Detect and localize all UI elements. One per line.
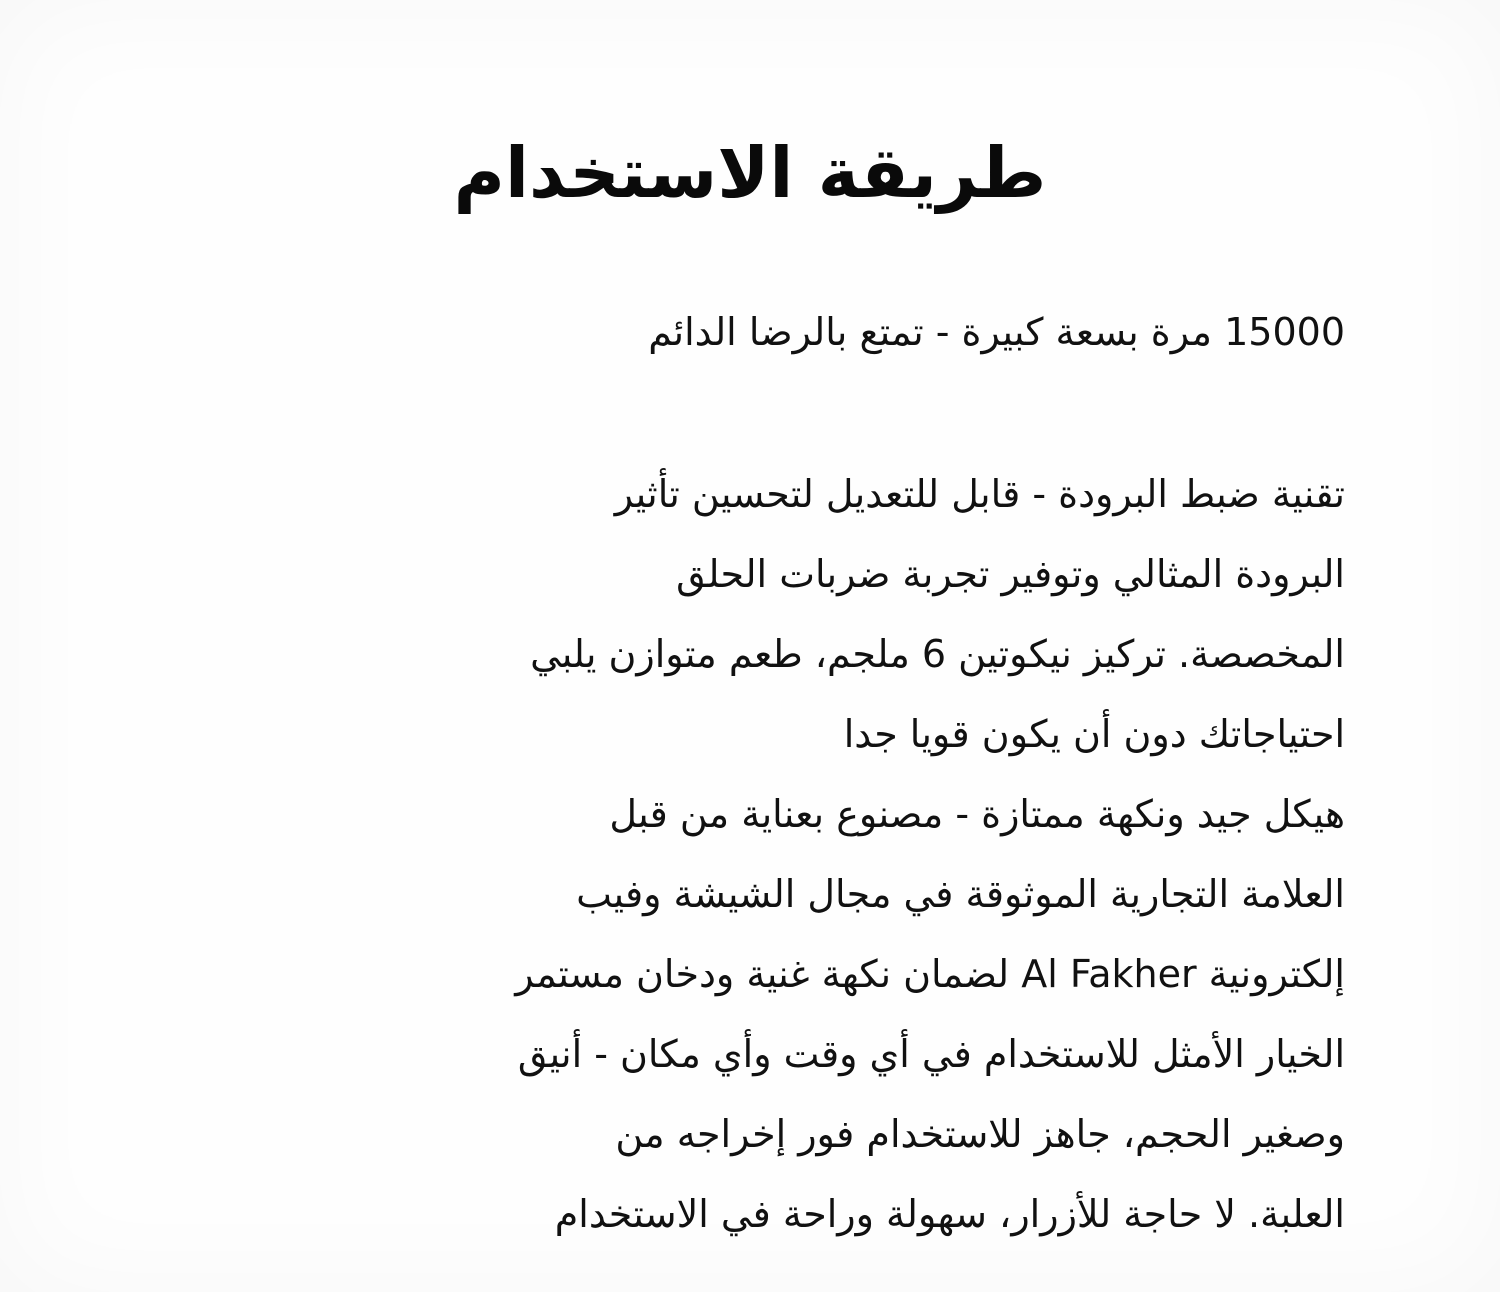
body-line: احتياجاتك دون أن يكون قويا جدا [843,712,1345,756]
body-line: العلامة التجارية الموثوقة في مجال الشيشة وفيب [576,872,1345,916]
body-line: تقنية ضبط البرودة - قابل للتعديل لتحسين تأثير [614,472,1345,516]
description-body [225,466,1345,1266]
body-line: وصغير الحجم، جاهز للاستخدام فور إخراجه من [615,1112,1345,1156]
body-line: المخصصة. تركيز نيكوتين 6 ملجم، طعم متوازن يلبي [530,632,1345,676]
page-title: طريقة الاستخدام [453,132,1047,214]
lead-line: 15000 مرة بسعة كبيرة - تمتع بالرضا الدائم [648,310,1345,354]
body-line: هيكل جيد ونكهة ممتازة - مصنوع بعناية من قبل [609,792,1345,836]
body-line: الخيار الأمثل للاستخدام في أي وقت وأي مكان - أنيق [517,1032,1345,1076]
body-line: إلكترونية Al Fakher لضمان نكهة غنية ودخان مستمر [515,952,1345,996]
body-line: العلبة. لا حاجة للأزرار، سهولة وراحة في الاستخدام [554,1192,1345,1236]
body-line: البرودة المثالي وتوفير تجربة ضربات الحلق [676,552,1345,596]
